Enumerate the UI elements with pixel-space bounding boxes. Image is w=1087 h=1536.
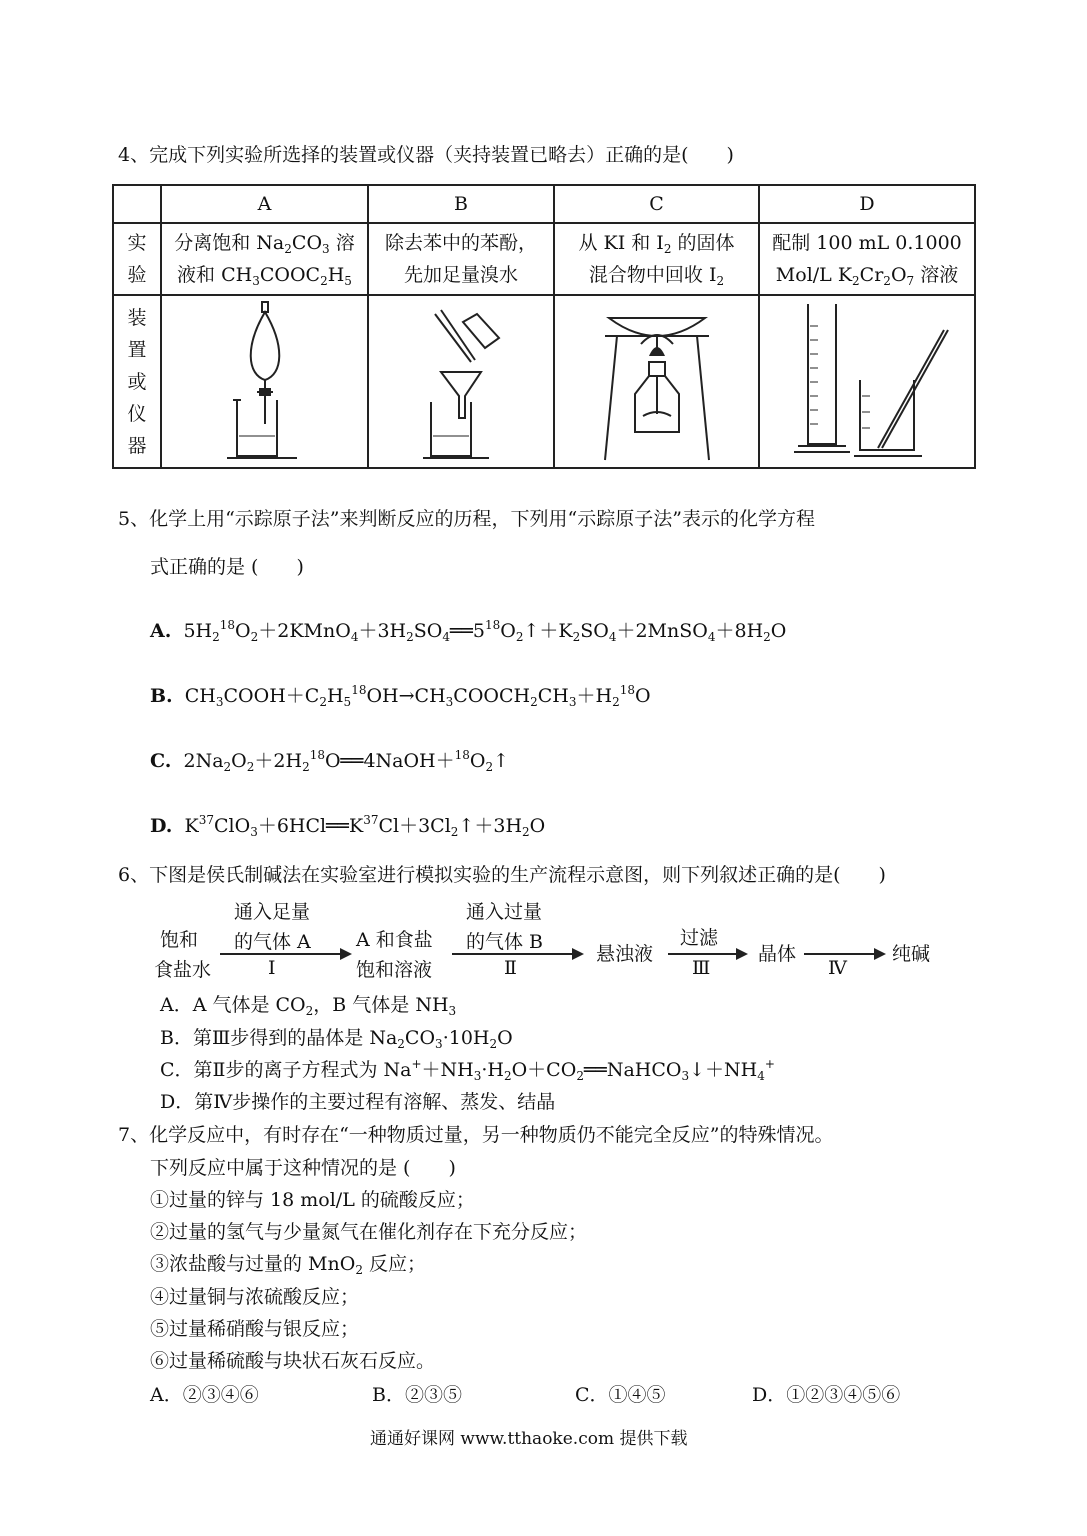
q5-option-d: D. $K^{37}ClO_3+6HCl══K^{37}Cl+3Cl_2↑+3H_2O$ xyxy=(150,813,546,839)
cell-apparatus-d xyxy=(759,295,975,468)
flow-step2-line2: 的气体 B xyxy=(466,931,544,953)
flow-node-2b: 饱和溶液 xyxy=(356,959,433,981)
q7-stem-line2: 下列反应中属于这种情况的是 ( ) xyxy=(150,1157,456,1179)
q7-item-4: ④过量铜与浓硫酸反应； xyxy=(150,1286,360,1308)
q7-item-2: ②过量的氢气与少量氮气在催化剂存在下充分反应； xyxy=(150,1221,588,1243)
flow-step1-line1: 通入足量 xyxy=(234,901,311,923)
q7-item-6: ⑥过量稀硫酸与块状石灰石反应。 xyxy=(150,1350,436,1372)
q5-option-a: A. $5H_2^{18}O_2+2KMnO_4+3H_2SO_4══5^{18}O_2↑+K_2SO_4+2MnSO_4+8H_2O$ xyxy=(150,618,787,644)
q6-option-d: D．第Ⅳ步操作的主要过程有溶解、蒸发、结晶 xyxy=(160,1091,556,1113)
q6-option-a: A．A 气体是 $CO_2$，B 气体是 $NH_3$ xyxy=(160,994,457,1018)
q5-option-b: B. $CH_3COOH+C_2H_5^{18}OH\to CH_3COOCH_2CH_3+H_2^{18}O$ xyxy=(150,683,651,709)
q5-stem-line1: 5、化学上用“示踪原子法”来判断反应的历程，下列用“示踪原子法”表示的化学方程 xyxy=(118,508,815,530)
q7-item-3: ③浓盐酸与过量的 MnO$_2$ 反应； xyxy=(150,1253,426,1277)
flow-step3-num: Ⅲ xyxy=(692,957,711,979)
flow-arrow-1 xyxy=(220,953,350,955)
q7-option-d: D．①②③④⑤⑥ xyxy=(752,1384,901,1406)
q5-stem-line2: 式正确的是 ( ) xyxy=(150,556,304,578)
q6-stem: 6、下图是侯氏制碱法在实验室进行模拟实验的生产流程示意图，则下列叙述正确的是( ) xyxy=(118,864,886,886)
cell-apparatus-b xyxy=(368,295,554,468)
cell-exp-c: 从 KI 和 $I_2$ 的固体 混合物中回收 $I_2$ xyxy=(554,223,759,295)
q7-option-c: C．①④⑤ xyxy=(575,1384,666,1406)
graduated-cylinder-beaker-icon xyxy=(762,296,972,462)
q7-item-1: ①过量的锌与 18 mol/L 的硫酸反应； xyxy=(150,1189,475,1211)
q4-stem: 4、完成下列实验所选择的装置或仪器（夹持装置已略去）正确的是( ) xyxy=(118,144,734,166)
col-header-c: C xyxy=(554,185,759,223)
flow-node-crystal: 晶体 xyxy=(758,943,797,965)
flow-node-suspension: 悬浊液 xyxy=(596,943,654,965)
evaporating-dish-burner-icon xyxy=(557,296,757,462)
flow-node-soda: 纯碱 xyxy=(892,943,931,965)
flow-arrow-4 xyxy=(804,953,884,955)
col-header-d: D xyxy=(759,185,975,223)
process-flow-diagram xyxy=(154,895,950,985)
flow-step2-num: Ⅱ xyxy=(504,957,517,979)
q7-option-b: B．②③⑤ xyxy=(372,1384,462,1406)
flow-arrow-3 xyxy=(668,953,746,955)
row-label-apparatus: 装 置 或 仪 器 xyxy=(113,295,161,468)
q6-option-c: C．第Ⅱ步的离子方程式为 $Na^++NH_3\cdot H_2O+CO_2══NaHCO_3↓+NH_4^+$ xyxy=(160,1057,775,1083)
separatory-funnel-icon xyxy=(165,296,365,462)
flow-arrow-2 xyxy=(452,953,582,955)
cell-exp-a: 分离饱和 $Na_2CO_3$ 溶 液和 $CH_3COOC_2H_5$ xyxy=(161,223,368,295)
q7-stem-line1: 7、化学反应中，有时存在“一种物质过量，另一种物质仍不能完全反应”的特殊情况。 xyxy=(118,1124,834,1146)
cell-exp-b: 除去苯中的苯酚， 先加足量溴水 xyxy=(368,223,554,295)
cell-exp-d: 配制 100 mL 0.1000 Mol/L $K_2Cr_2O_7$ 溶液 xyxy=(759,223,975,295)
q7-option-a: A．②③④⑥ xyxy=(150,1384,259,1406)
flow-node-brine-1: 饱和 xyxy=(160,929,199,951)
col-header-b: B xyxy=(368,185,554,223)
flow-node-brine-2: 食盐水 xyxy=(154,959,212,981)
cell-apparatus-c xyxy=(554,295,759,468)
flow-step3-label: 过滤 xyxy=(680,927,719,949)
flow-step1-line2: 的气体 A xyxy=(234,931,311,953)
q6-option-b: B．第Ⅲ步得到的晶体是 $Na_2CO_3\cdot 10H_2O$ xyxy=(160,1027,513,1051)
funnel-filtration-icon xyxy=(371,296,551,462)
flow-node-2a: A 和食盐 xyxy=(356,929,433,951)
experiment-table xyxy=(112,184,976,469)
flow-step1-num: Ⅰ xyxy=(268,957,276,979)
q5-option-c: C. $2Na_2O_2+2H_2^{18}O══4NaOH+^{18}O_2↑$ xyxy=(150,748,510,774)
q7-item-5: ⑤过量稀硝酸与银反应； xyxy=(150,1318,360,1340)
row-label-experiment: 实 验 xyxy=(113,223,161,295)
col-header-a: A xyxy=(161,185,368,223)
footer-source: 通通好课网 www.tthaoke.com 提供下载 xyxy=(370,1429,688,1449)
flow-step2-line1: 通入过量 xyxy=(466,901,543,923)
flow-step4-num: Ⅳ xyxy=(828,957,847,979)
cell-apparatus-a xyxy=(161,295,368,468)
